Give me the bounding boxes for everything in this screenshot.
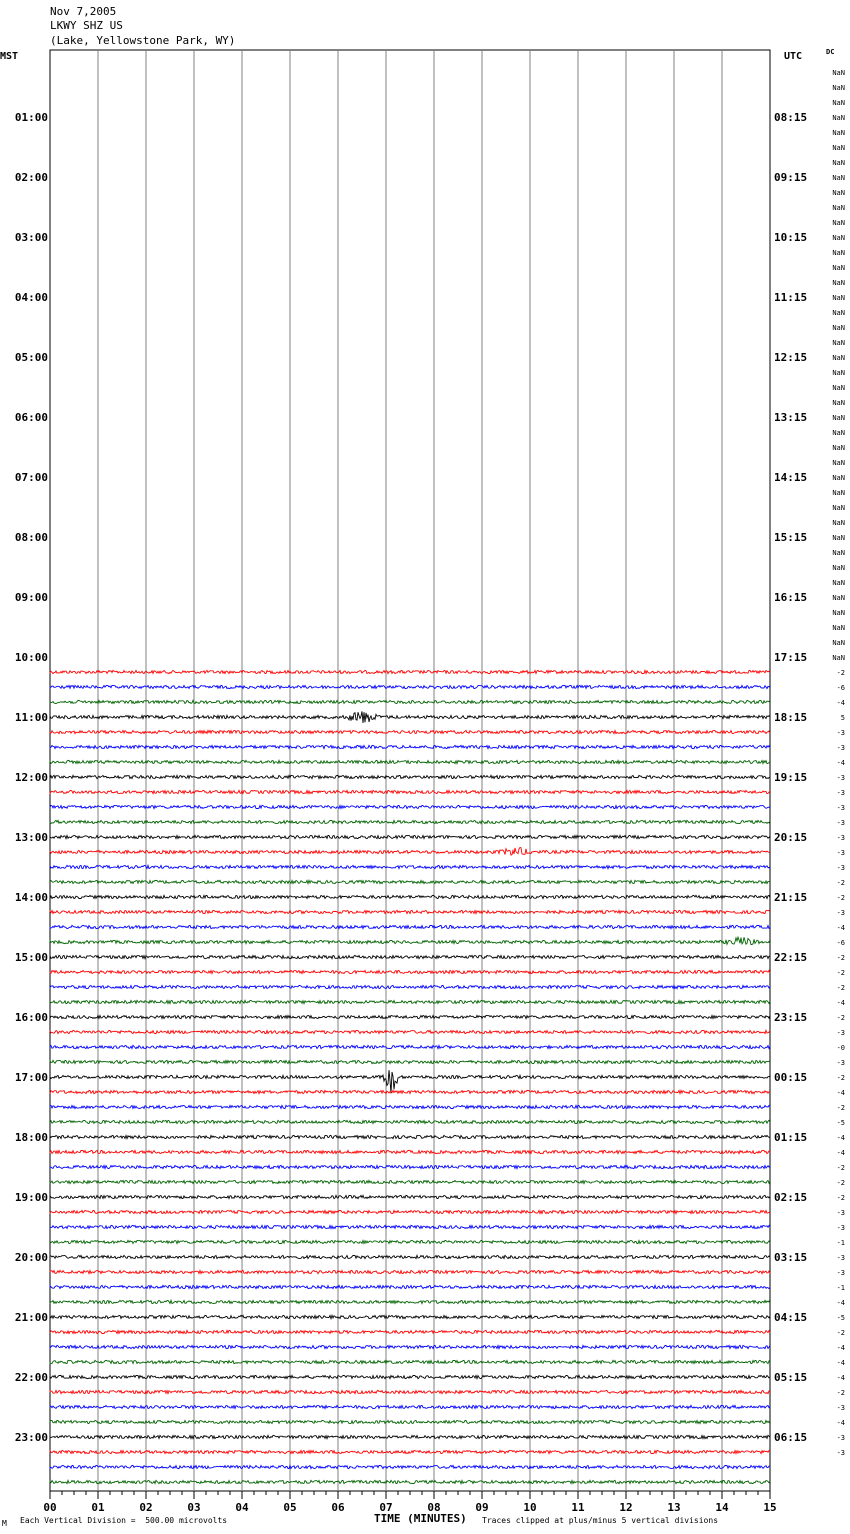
- dc-offset-value: NaN: [832, 414, 845, 422]
- right-hour-label: 23:15: [774, 1011, 808, 1024]
- left-hour-label: 09:00: [14, 591, 48, 604]
- x-tick-label: 13: [667, 1501, 681, 1514]
- dc-header: DC: [826, 48, 835, 56]
- dc-offset-value: NaN: [832, 654, 845, 662]
- left-hour-label: 14:00: [14, 891, 48, 904]
- seismic-trace: [50, 1135, 770, 1138]
- seismic-trace: [50, 1070, 770, 1093]
- seismic-trace: [50, 1225, 770, 1228]
- left-hour-label: 01:00: [14, 111, 48, 124]
- right-hour-label: 09:15: [774, 171, 808, 184]
- dc-offset-value: -3: [836, 1029, 845, 1037]
- seismic-trace: [50, 1180, 770, 1183]
- dc-offset-value: -3: [836, 1254, 845, 1262]
- dc-offset-value: NaN: [832, 489, 845, 497]
- right-hour-label: 22:15: [774, 951, 808, 964]
- dc-offset-value: NaN: [832, 399, 845, 407]
- x-tick-label: 05: [283, 1501, 297, 1514]
- seismic-trace: [50, 1240, 770, 1243]
- seismic-trace: [50, 1015, 770, 1018]
- right-hour-label: 05:15: [774, 1371, 808, 1384]
- left-hour-label: 02:00: [14, 171, 48, 184]
- dc-offset-value: NaN: [832, 174, 845, 182]
- seismic-trace: [50, 1480, 770, 1483]
- header-location: (Lake, Yellowstone Park, WY): [50, 34, 236, 47]
- dc-offset-value: NaN: [832, 384, 845, 392]
- right-hour-label: 16:15: [774, 591, 808, 604]
- seismic-trace: [50, 880, 770, 883]
- x-tick-label: 03: [187, 1501, 201, 1514]
- dc-offset-value: -2: [836, 969, 845, 977]
- dc-offset-value: NaN: [832, 204, 845, 212]
- right-hour-label: 04:15: [774, 1311, 808, 1324]
- dc-offset-value: NaN: [832, 84, 845, 92]
- seismic-trace: [50, 1165, 770, 1168]
- seismic-trace: [50, 1285, 770, 1288]
- dc-offset-value: -2: [836, 879, 845, 887]
- dc-offset-value: -3: [836, 1434, 845, 1442]
- right-hour-label: 15:15: [774, 531, 808, 544]
- right-hour-label: 11:15: [774, 291, 808, 304]
- seismic-trace: [50, 760, 770, 763]
- dc-offset-value: -4: [836, 1134, 845, 1142]
- seismic-trace: [50, 1000, 770, 1003]
- seismic-trace: [50, 847, 770, 855]
- dc-offset-value: -4: [836, 1344, 845, 1352]
- dc-offset-value: -5: [836, 1119, 845, 1127]
- x-tick-label: 00: [43, 1501, 57, 1514]
- dc-offset-value: -4: [836, 759, 845, 767]
- seismic-trace: [50, 1345, 770, 1348]
- seismic-trace: [50, 1390, 770, 1393]
- dc-offset-value: NaN: [832, 279, 845, 287]
- dc-offset-value: NaN: [832, 324, 845, 332]
- seismic-trace: [50, 955, 770, 958]
- dc-offset-value: -4: [836, 699, 845, 707]
- dc-offset-value: -4: [836, 1149, 845, 1157]
- left-hour-label: 19:00: [14, 1191, 48, 1204]
- x-axis-title: TIME (MINUTES): [374, 1512, 467, 1525]
- right-hour-label: 00:15: [774, 1071, 808, 1084]
- seismic-trace: [50, 805, 770, 808]
- dc-offset-value: -3: [836, 789, 845, 797]
- header-station: LKWY SHZ US: [50, 19, 123, 32]
- seismic-trace: [50, 685, 770, 688]
- seismic-trace: [50, 1465, 770, 1468]
- dc-offset-value: -3: [836, 774, 845, 782]
- dc-offset-value: NaN: [832, 339, 845, 347]
- dc-offset-value: -0: [836, 1044, 845, 1052]
- header-date: Nov 7,2005: [50, 5, 117, 18]
- dc-offset-value: -4: [836, 999, 845, 1007]
- dc-offset-value: NaN: [832, 564, 845, 572]
- dc-offset-value: NaN: [832, 264, 845, 272]
- dc-offset-value: NaN: [832, 69, 845, 77]
- left-hour-label: 12:00: [14, 771, 48, 784]
- left-hour-label: 10:00: [14, 651, 48, 664]
- dc-offset-value: NaN: [832, 549, 845, 557]
- dc-offset-value: -2: [836, 1074, 845, 1082]
- dc-offset-value: 5: [840, 714, 845, 722]
- seismic-trace: [50, 1195, 770, 1198]
- right-hour-label: 13:15: [774, 411, 808, 424]
- dc-offset-value: NaN: [832, 99, 845, 107]
- right-hour-label: 20:15: [774, 831, 808, 844]
- dc-offset-value: -3: [836, 819, 845, 827]
- left-hour-label: 16:00: [14, 1011, 48, 1024]
- dc-offset-value: NaN: [832, 639, 845, 647]
- right-zone-label: UTC: [784, 51, 803, 62]
- seismic-trace: [50, 970, 770, 973]
- x-tick-label: 09: [475, 1501, 489, 1514]
- x-tick-label: 11: [571, 1501, 585, 1514]
- seismic-trace: [50, 1375, 770, 1378]
- left-hour-label: 03:00: [14, 231, 48, 244]
- seismic-trace: [50, 790, 770, 793]
- seismic-trace: [50, 910, 770, 913]
- seismic-trace: [50, 1045, 770, 1048]
- right-hour-label: 01:15: [774, 1131, 808, 1144]
- seismic-trace: [50, 1435, 770, 1438]
- right-hour-label: 08:15: [774, 111, 808, 124]
- seismic-trace: [50, 775, 770, 778]
- dc-offset-value: NaN: [832, 354, 845, 362]
- dc-offset-value: -6: [836, 684, 845, 692]
- left-hour-label: 04:00: [14, 291, 48, 304]
- dc-offset-value: NaN: [832, 609, 845, 617]
- corner-mark: M: [2, 1519, 7, 1528]
- seismic-trace: [50, 1300, 770, 1303]
- right-hour-label: 18:15: [774, 711, 808, 724]
- x-tick-label: 08: [427, 1501, 441, 1514]
- dc-offset-value: NaN: [832, 234, 845, 242]
- seismic-trace: [50, 1405, 770, 1408]
- x-tick-label: 15: [763, 1501, 777, 1514]
- dc-offset-value: NaN: [832, 594, 845, 602]
- dc-offset-value: -3: [836, 744, 845, 752]
- dc-offset-value: -2: [836, 1104, 845, 1112]
- right-hour-label: 06:15: [774, 1431, 808, 1444]
- seismic-trace: [50, 1255, 770, 1258]
- footer-scale-note: Each Vertical Division = 500.00 microvolts: [20, 1516, 228, 1525]
- dc-offset-value: -2: [836, 1389, 845, 1397]
- left-hour-label: 20:00: [14, 1251, 48, 1264]
- seismic-trace: [50, 835, 770, 838]
- dc-offset-value: NaN: [832, 474, 845, 482]
- plot-frame: [50, 50, 770, 1491]
- dc-offset-value: NaN: [832, 444, 845, 452]
- dc-offset-value: -3: [836, 1449, 845, 1457]
- seismic-trace: [50, 985, 770, 988]
- right-hour-label: 21:15: [774, 891, 808, 904]
- left-hour-label: 21:00: [14, 1311, 48, 1324]
- dc-offset-value: -3: [836, 909, 845, 917]
- x-tick-label: 01: [91, 1501, 105, 1514]
- x-tick-label: 02: [139, 1501, 153, 1514]
- dc-offset-value: NaN: [832, 294, 845, 302]
- left-hour-label: 15:00: [14, 951, 48, 964]
- dc-offset-value: NaN: [832, 624, 845, 632]
- dc-offset-value: NaN: [832, 129, 845, 137]
- left-hour-label: 08:00: [14, 531, 48, 544]
- seismic-trace: [50, 670, 770, 673]
- dc-offset-value: NaN: [832, 369, 845, 377]
- dc-offset-value: -1: [836, 1239, 845, 1247]
- dc-offset-value: -3: [836, 1404, 845, 1412]
- left-hour-label: 06:00: [14, 411, 48, 424]
- left-hour-label: 23:00: [14, 1431, 48, 1444]
- dc-offset-value: -3: [836, 1224, 845, 1232]
- dc-offset-value: -2: [836, 1194, 845, 1202]
- dc-offset-value: NaN: [832, 459, 845, 467]
- seismic-trace: [50, 1360, 770, 1363]
- x-tick-label: 14: [715, 1501, 729, 1514]
- left-hour-label: 11:00: [14, 711, 48, 724]
- dc-offset-value: -4: [836, 1089, 845, 1097]
- left-hour-label: 17:00: [14, 1071, 48, 1084]
- seismic-trace: [50, 700, 770, 703]
- seismic-trace: [50, 745, 770, 748]
- dc-offset-value: -2: [836, 1164, 845, 1172]
- seismic-trace: [50, 1060, 770, 1063]
- dc-offset-value: -2: [836, 1329, 845, 1337]
- seismic-trace: [50, 1090, 770, 1093]
- dc-offset-value: NaN: [832, 309, 845, 317]
- seismic-trace: [50, 937, 770, 944]
- left-hour-label: 18:00: [14, 1131, 48, 1144]
- dc-offset-value: -3: [836, 1269, 845, 1277]
- seismic-trace: [50, 1120, 770, 1123]
- dc-offset-value: NaN: [832, 219, 845, 227]
- footer-clip-note: Traces clipped at plus/minus 5 vertical divisions: [482, 1516, 719, 1525]
- dc-offset-value: -3: [836, 849, 845, 857]
- seismic-trace: [50, 865, 770, 868]
- dc-offset-value: -4: [836, 1419, 845, 1427]
- left-hour-label: 22:00: [14, 1371, 48, 1384]
- dc-offset-value: -3: [836, 729, 845, 737]
- left-hour-label: 13:00: [14, 831, 48, 844]
- dc-offset-value: NaN: [832, 114, 845, 122]
- seismic-trace: [50, 925, 770, 928]
- seismic-trace: [50, 1420, 770, 1423]
- right-hour-label: 12:15: [774, 351, 808, 364]
- seismic-trace: [50, 1030, 770, 1033]
- dc-offset-value: NaN: [832, 144, 845, 152]
- right-hour-label: 19:15: [774, 771, 808, 784]
- dc-offset-value: NaN: [832, 579, 845, 587]
- dc-offset-value: -3: [836, 834, 845, 842]
- seismic-trace: [50, 1105, 770, 1108]
- dc-offset-value: -4: [836, 924, 845, 932]
- left-hour-label: 07:00: [14, 471, 48, 484]
- dc-offset-value: -6: [836, 939, 845, 947]
- dc-offset-value: -3: [836, 864, 845, 872]
- dc-offset-value: -2: [836, 954, 845, 962]
- seismic-trace: [50, 895, 770, 898]
- seismic-trace: [50, 730, 770, 733]
- right-hour-label: 02:15: [774, 1191, 808, 1204]
- x-tick-label: 04: [235, 1501, 249, 1514]
- right-hour-label: 17:15: [774, 651, 808, 664]
- x-tick-label: 07: [379, 1501, 393, 1514]
- left-hour-label: 05:00: [14, 351, 48, 364]
- x-tick-label: 06: [331, 1501, 345, 1514]
- dc-offset-value: -3: [836, 804, 845, 812]
- seismic-trace: [50, 1315, 770, 1318]
- dc-offset-value: NaN: [832, 519, 845, 527]
- seismic-trace: [50, 1330, 770, 1333]
- dc-offset-value: -4: [836, 1374, 845, 1382]
- right-hour-label: 10:15: [774, 231, 808, 244]
- dc-offset-value: -4: [836, 1299, 845, 1307]
- seismic-trace: [50, 711, 770, 723]
- dc-offset-value: -5: [836, 1314, 845, 1322]
- dc-offset-value: -3: [836, 1059, 845, 1067]
- right-hour-label: 14:15: [774, 471, 808, 484]
- dc-offset-value: -2: [836, 669, 845, 677]
- seismic-trace: [50, 820, 770, 823]
- x-tick-label: 10: [523, 1501, 537, 1514]
- seismic-trace: [50, 1150, 770, 1153]
- dc-offset-value: NaN: [832, 534, 845, 542]
- dc-offset-value: -2: [836, 1014, 845, 1022]
- dc-offset-value: NaN: [832, 249, 845, 257]
- dc-offset-value: -3: [836, 1209, 845, 1217]
- dc-offset-value: NaN: [832, 429, 845, 437]
- dc-offset-value: NaN: [832, 189, 845, 197]
- x-tick-label: 12: [619, 1501, 633, 1514]
- seismic-trace: [50, 1270, 770, 1273]
- seismic-trace: [50, 1450, 770, 1453]
- dc-offset-value: -2: [836, 984, 845, 992]
- dc-offset-value: NaN: [832, 504, 845, 512]
- left-zone-label: MST: [0, 51, 19, 62]
- dc-offset-value: -1: [836, 1284, 845, 1292]
- dc-offset-value: -2: [836, 1179, 845, 1187]
- dc-offset-value: -2: [836, 894, 845, 902]
- seismic-trace: [50, 1210, 770, 1213]
- dc-offset-value: NaN: [832, 159, 845, 167]
- right-hour-label: 03:15: [774, 1251, 808, 1264]
- dc-offset-value: -4: [836, 1359, 845, 1367]
